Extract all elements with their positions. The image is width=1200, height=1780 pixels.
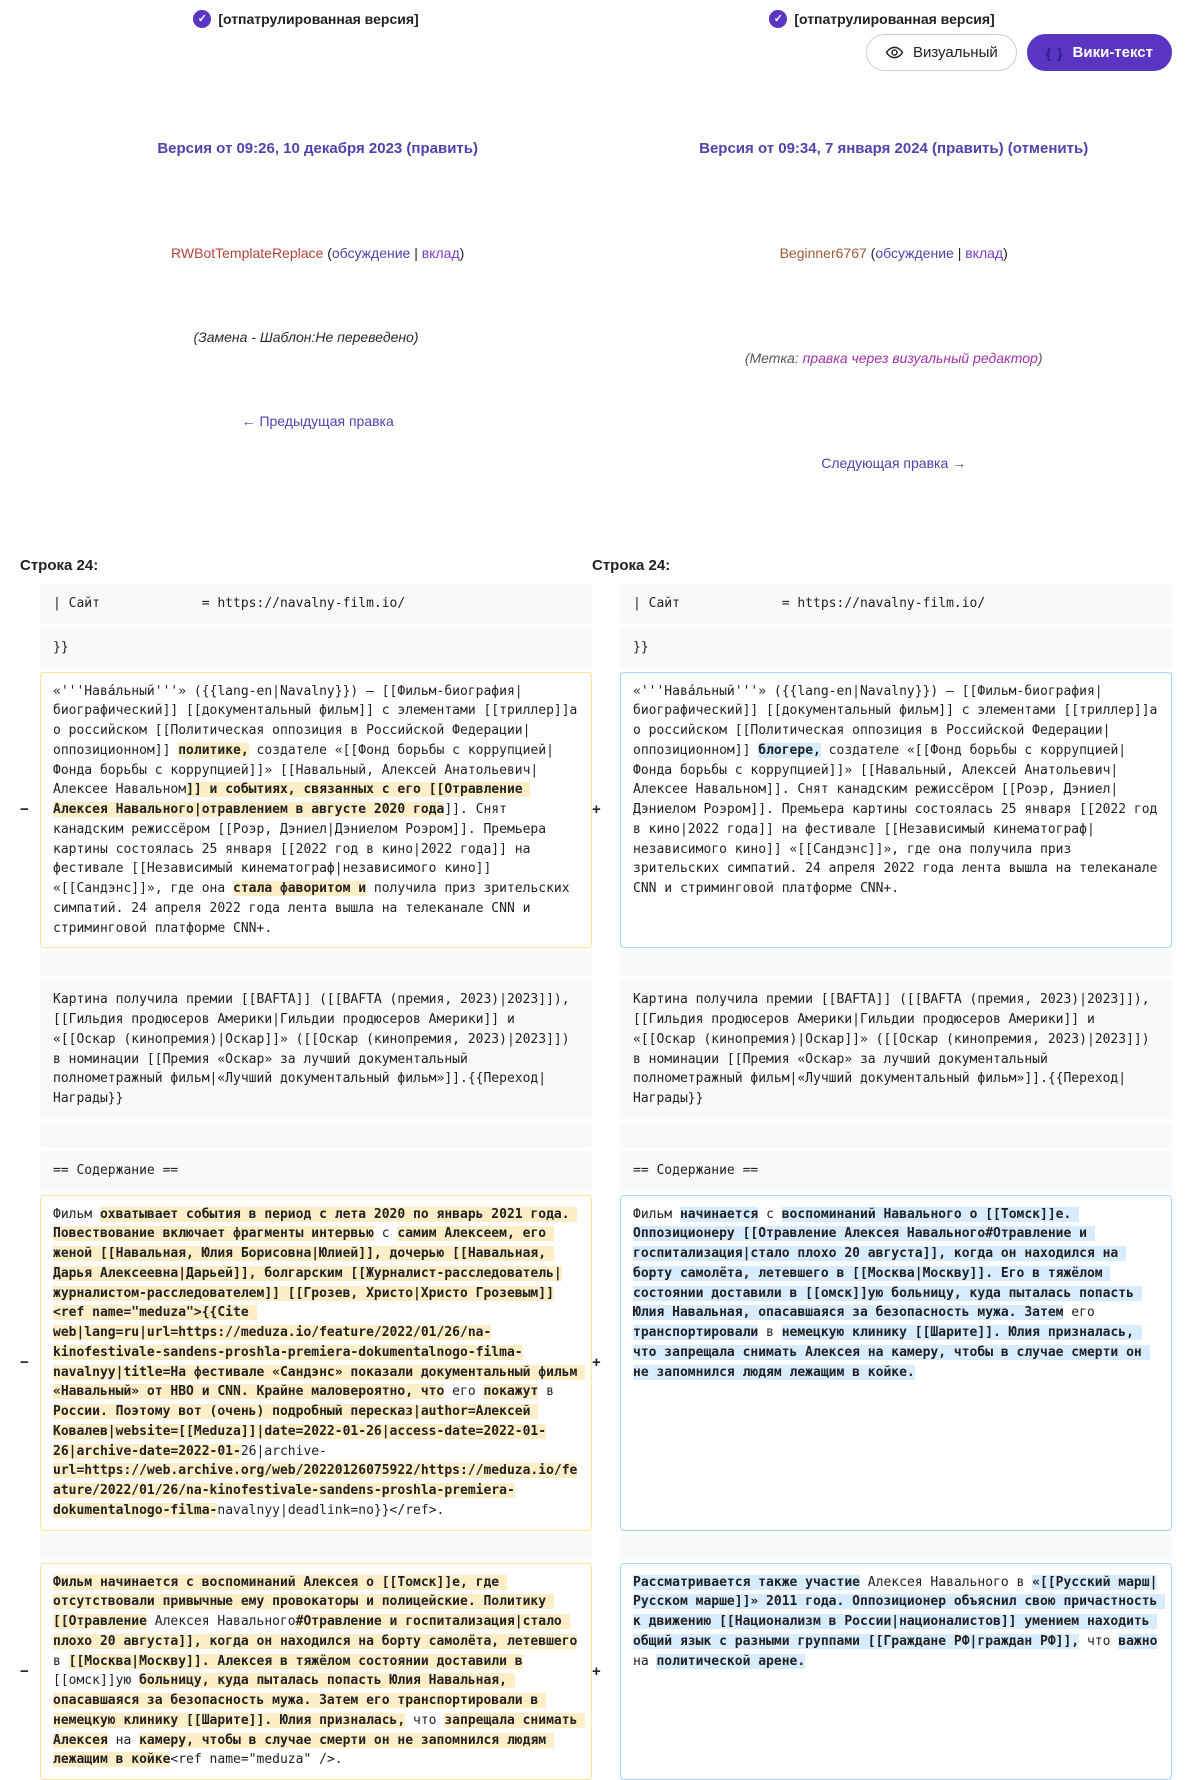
edit-tag-prefix: (Метка: xyxy=(745,350,803,366)
punctuation: ) xyxy=(1038,350,1043,366)
old-edit-summary: (Замена - Шаблон:Не переведено) xyxy=(20,327,592,348)
diff-text-segment: }} xyxy=(53,640,69,655)
old-user-talk-link[interactable]: обсуждение xyxy=(332,245,410,261)
diff-highlight-segment: url=https://web.archive.org/web/20220126075922/https://meduza.io/feature/2022/01/26/na-kinofestivale-sandens-proshla-premiera-dokumentalnogo-filma- xyxy=(53,1463,577,1518)
marker-empty xyxy=(592,1123,620,1147)
diff-row xyxy=(0,1563,1200,1780)
diff-context-line xyxy=(620,584,1172,624)
diff-row xyxy=(0,1195,1200,1531)
diff-deleted-line xyxy=(40,1563,592,1780)
marker-empty xyxy=(20,628,40,668)
diff-context-line xyxy=(620,628,1172,668)
visual-mode-button[interactable] xyxy=(866,34,1017,71)
diff-highlight-segment: транспортировали xyxy=(633,1325,758,1340)
diff-text-segment: Картина получила премии [[BAFTA]] ([[BAFTA (премия, 2023)|2023]]), [[Гильдия продюсеров Америки|Гильдии продюсеров Америки]] и «[[Оскар (кинопремия)|Оскар]]» ([[Оскар (кинопремия, 2023)|2023]]) в номинации [[Премия «Оскар» за лучший документальный полнометражный фильм|«Лучший документальный фильм»]].{{Переход|Награды}} xyxy=(53,992,577,1106)
old-version-edit-link[interactable]: (править) xyxy=(402,140,478,157)
diff-highlight-segment: покажут xyxy=(483,1384,538,1399)
editor-mode-toggle-row xyxy=(0,34,1200,71)
new-version-undo-link[interactable]: (отменить) xyxy=(1004,140,1089,157)
diff-row xyxy=(0,672,1200,949)
marker-empty xyxy=(592,952,620,976)
old-user-contribs-link[interactable]: вклад xyxy=(422,245,460,261)
diff-context-line xyxy=(40,1151,592,1191)
diff-highlight-segment: Рассматривается также участие xyxy=(633,1575,860,1590)
diff-text-segment: ]]. Снят канадским режиссёром [[Роэр, Дэниел|Дэниелом Роэром]]. Премьера картины состоялась 25 января [[2022 год в кино|2022 года]] на фестивале [[Независимый кинематограф|независимого кино]] «[[Сандэнс]]», где она xyxy=(53,802,554,896)
new-user-contribs-link[interactable]: вклад xyxy=(965,245,1003,261)
diff-context-line xyxy=(620,980,1172,1119)
diff-highlight-segment: охватывает события в период с лета 2020 по январь 2021 года. Повествование включает фрагменты интервью xyxy=(53,1207,577,1242)
diff-empty-line xyxy=(620,1123,1172,1147)
diff-text-segment: Картина получила премии [[BAFTA]] ([[BAFTA (премия, 2023)|2023]]), [[Гильдия продюсеров Америки|Гильдии продюсеров Америки]] и «[[Оскар (кинопремия)|Оскар]]» ([[Оскар (кинопремия, 2023)|2023]]) в номинации [[Премия «Оскар» за лучший документальный полнометражный фильм|«Лучший документальный фильм»]].{{Переход|Награды}} xyxy=(633,992,1157,1106)
diff-empty-line xyxy=(40,952,592,976)
new-version-user-link[interactable]: Beginner6767 xyxy=(780,245,867,261)
patrolled-check-icon: ✓ xyxy=(193,10,211,28)
marker-empty xyxy=(20,584,40,624)
diff-deleted-line xyxy=(40,1195,592,1531)
diff-context-line xyxy=(40,628,592,668)
diff-row xyxy=(0,628,1200,668)
diff-highlight-segment: России. Поэтому вот (очень) подробный пересказ|author=Алексей Ковалев|website=[[Meduza]]|date=2022-01-26|access-date=2022-01-26|archive-date=2022-01- xyxy=(53,1404,546,1459)
diff-row xyxy=(0,952,1200,976)
edit-tag-link[interactable]: правка через визуальный редактор xyxy=(803,350,1038,366)
diff-highlight-segment: воспоминаний Навального о [[Томск]]е. Оппозиционеру [[Отравление Алексея Навального#Отравление и госпитализация|стало плохо 20 августа]], когда он находился на борту самолёта, летевшего в [[Москва|Москву]]. Его в тяжёлом состоянии доставили в [[омск]]ую больницу, куда пыталась попасть Юлия Навальная, опасавшаяся за безопасность мужа. Затем xyxy=(633,1207,1142,1321)
diff-highlight-segment: политической арене. xyxy=(656,1654,805,1669)
diff-highlight-segment: камеру, чтобы в случае смерти он не запомнился людям лежащим в койке xyxy=(53,1733,554,1768)
diff-highlight-segment: «[[Русский марш|Русском марше]]» 2011 года. Оппозиционер объяснил свою причастность к движению [[Национализм в России|националистов]] умением находить общий язык с разными группами [[Граждане РФ|граждан РФ]], xyxy=(633,1575,1165,1649)
punctuation: ( xyxy=(323,245,332,261)
removed-marker: − xyxy=(20,672,40,949)
diff-text-segment: | Сайт = https://navalny-film.io/ xyxy=(53,596,405,611)
patrol-status-label: [отпатрулированная версия] xyxy=(218,11,418,27)
diff-highlight-segment: важно xyxy=(1118,1634,1157,1649)
eye-icon xyxy=(885,43,904,62)
diff-text-segment: == Содержание == xyxy=(633,1163,758,1178)
diff-text-segment: что xyxy=(1079,1634,1118,1649)
diff-table xyxy=(0,547,1200,1780)
diff-highlight-segment: немецкую клинику [[Шарите]]. Юлия призналась, что запрещала снимать Алексея на камеру, чтобы в случае смерти он не запомнился людям лежащим в койке. xyxy=(633,1325,1150,1380)
diff-text-segment: создателе «[[Фонд борьбы с коррупцией|Фонда борьбы с коррупцией]]» [[Навальный, Алексей Анатольевич|Алексее Навальном xyxy=(53,743,554,798)
curly-braces-icon: { } xyxy=(1046,45,1064,61)
diff-text-segment: Алексея Навального в xyxy=(860,1575,1032,1590)
patrol-status-row xyxy=(0,10,1200,28)
diff-text-segment: navalnyy|deadlink=no}}</ref>. xyxy=(217,1503,444,1518)
old-version-header xyxy=(20,75,592,537)
diff-text-segment: в xyxy=(53,1634,585,1669)
diff-text-segment: «'''Нава́льный'''» ({{lang-en|Navalny}}) — [[Фильм-биография|биографический]] [[документальный фильм]] с элементами [[триллер]]а о российском [[Политическая оппозиция в Российской Федерации|оппозиционном]] xyxy=(633,684,1165,758)
diff-highlight-segment: начинается xyxy=(680,1207,758,1222)
diff-text-segment: что xyxy=(405,1713,444,1728)
diff-text-segment: [[омск]]ую xyxy=(53,1654,530,1689)
diff-highlight-segment: [[Москва|Москву]]. Алексея в тяжёлом состоянии доставили в xyxy=(69,1654,523,1669)
diff-added-line xyxy=(620,672,1172,949)
version-headers xyxy=(0,75,1200,537)
marker-empty xyxy=(592,1535,620,1559)
new-version-header xyxy=(592,75,1172,537)
previous-edit-link[interactable]: ← Предыдущая правка xyxy=(242,413,394,429)
diff-text-segment: с xyxy=(374,1226,397,1241)
diff-highlight-segment: #Отравление и госпитализация|стало плохо 20 августа]], когда он находился на борту самолёта, летевшего xyxy=(53,1614,577,1649)
diff-text-segment: }} xyxy=(633,640,649,655)
diff-text-segment: на xyxy=(633,1634,1165,1669)
diff-line-number-left: Строка 24: xyxy=(20,557,592,574)
punctuation: | xyxy=(954,245,965,261)
punctuation: | xyxy=(410,245,421,261)
diff-text-segment: | Сайт = https://navalny-film.io/ xyxy=(633,596,985,611)
punctuation: ) xyxy=(460,245,465,261)
diff-added-line xyxy=(620,1563,1172,1780)
diff-text-segment: == Содержание == xyxy=(53,1163,178,1178)
marker-empty xyxy=(20,1123,40,1147)
wikitext-mode-button[interactable] xyxy=(1027,34,1172,71)
diff-row xyxy=(0,1123,1200,1147)
diff-empty-line xyxy=(620,952,1172,976)
diff-context-line xyxy=(40,980,592,1119)
marker-empty xyxy=(20,952,40,976)
diff-text-segment: <ref name="meduza" />. xyxy=(170,1752,342,1767)
diff-context-line xyxy=(40,584,592,624)
diff-row xyxy=(0,1535,1200,1559)
punctuation: ( xyxy=(867,245,876,261)
diff-text-segment: Алексея Навального xyxy=(147,1614,296,1629)
diff-row xyxy=(0,1151,1200,1191)
new-patrol-status xyxy=(592,10,1172,28)
marker-empty xyxy=(592,628,620,668)
new-user-talk-link[interactable]: обсуждение xyxy=(875,245,953,261)
old-version-title-link[interactable]: Версия от 09:26, 10 декабря 2023 xyxy=(157,140,402,157)
diff-highlight-segment: Фильм начинается с воспоминаний Алексея о [[Томск]]е, где отсутствовали привычные ему провокаторы и полицейские. Политику [[Отравление xyxy=(53,1575,554,1630)
diff-text-segment: в xyxy=(758,1325,781,1340)
diff-text-segment: с xyxy=(758,1207,781,1222)
marker-empty xyxy=(20,1535,40,1559)
diff-text-segment: на xyxy=(108,1733,139,1748)
marker-empty xyxy=(20,980,40,1119)
diff-highlight-segment: самим Алексеем, его женой [[Навальная, Юлия Борисовна|Юлией]], дочерью [[Навальная, Дарья Алексеевна|Дарьей]], болгарским [[Журналист-расследователь|журналистом-расследователем]] [[Грозев, Христо|Христо Грозевым]]<ref name="meduza">{{Cite web|lang=ru|url=https://meduza.io/feature/2022/01/26/na-kinofestivale-sandens-proshla-premiera-dokumentalnogo-filma-navalnyy|title=На фестивале «Сандэнс» показали документальный фильм «Навальный» от HBO и CNN. Крайне маловероятно, что xyxy=(53,1226,585,1399)
added-marker: + xyxy=(592,1195,620,1531)
old-version-user-link[interactable]: RWBotTemplateReplace xyxy=(171,245,323,261)
removed-marker: − xyxy=(20,1563,40,1780)
diff-text-segment: его xyxy=(444,1384,483,1399)
diff-context-line xyxy=(620,1151,1172,1191)
marker-empty xyxy=(20,1151,40,1191)
diff-text-segment: получила приз зрительских симпатий. 24 апреля 2022 года лента вышла на телеканале CNN и стриминговой платформе CNN+. xyxy=(53,881,577,936)
diff-text-segment: в xyxy=(538,1384,561,1399)
diff-text-segment: его xyxy=(1063,1305,1102,1320)
marker-empty xyxy=(592,584,620,624)
diff-text-segment: создателе «[[Фонд борьбы с коррупцией|Фонда борьбы с коррупцией]]» [[Навальный, Алексей Анатольевич|Алексее Навальном]]. Снят канадским режиссёром [[Роэр, Дэниел|Дэниелом Роэром]]. Премьера картины состоялась 25 января [[2022 год в кино|2022 года]] на фестивале [[Независимый кинематограф|независимого кино]] «[[Сандэнс]]», где она получила приз зрительских симпатий. 24 апреля 2022 года лента вышла на телеканале CNN и стриминговой платформе CNN+. xyxy=(633,743,1165,896)
patrol-status-label: [отпатрулированная версия] xyxy=(794,11,994,27)
removed-marker: − xyxy=(20,1195,40,1531)
next-edit-link[interactable]: Следующая правка → xyxy=(821,455,966,471)
diff-highlight-segment: ]] и событиях, связанных с его [[Отравление Алексея Навального|отравлением в августе 2020 года xyxy=(53,782,530,817)
diff-empty-line xyxy=(40,1123,592,1147)
wikitext-mode-label: Вики-текст xyxy=(1073,44,1153,61)
diff-empty-line xyxy=(40,1535,592,1559)
diff-text-segment: 26|archive- xyxy=(241,1444,327,1459)
diff-deleted-line xyxy=(40,672,592,949)
diff-text-segment: Фильм xyxy=(633,1207,680,1222)
visual-mode-label: Визуальный xyxy=(913,44,998,61)
diff-highlight-segment: политике, xyxy=(178,743,248,758)
diff-highlight-segment: запрещала снимать Алексея xyxy=(53,1713,585,1748)
diff-highlight-segment: стала фаворитом и xyxy=(233,881,366,896)
marker-empty xyxy=(592,1151,620,1191)
punctuation: ) xyxy=(1003,245,1008,261)
new-version-title-link[interactable]: Версия от 09:34, 7 января 2024 xyxy=(699,140,928,157)
diff-text-segment: «'''Нава́льный'''» ({{lang-en|Navalny}}) — [[Фильм-биография|биографический]] [[документальный фильм]] с элементами [[триллер]]а о российском [[Политическая оппозиция в Российской Федерации|оппозиционном]] xyxy=(53,684,585,758)
diff-text-segment: Фильм xyxy=(53,1207,100,1222)
diff-empty-line xyxy=(620,1535,1172,1559)
new-version-edit-link[interactable]: (править) xyxy=(928,140,1004,157)
marker-empty xyxy=(592,980,620,1119)
diff-highlight-segment: больницу, куда пыталась попасть Юлия Навальная, опасавшаяся за безопасность мужа. Затем его транспортировали в немецкую клинику [[Шарите]]. Юлия призналась, xyxy=(53,1673,546,1728)
diff-row xyxy=(0,980,1200,1119)
diff-row xyxy=(0,584,1200,624)
diff-highlight-segment: блогере, xyxy=(758,743,821,758)
diff-added-line xyxy=(620,1195,1172,1531)
added-marker: + xyxy=(592,672,620,949)
added-marker: + xyxy=(592,1563,620,1780)
diff-line-number-right: Строка 24: xyxy=(592,557,1172,574)
patrolled-check-icon: ✓ xyxy=(769,10,787,28)
diff-row xyxy=(0,547,1200,580)
old-patrol-status xyxy=(20,10,592,28)
